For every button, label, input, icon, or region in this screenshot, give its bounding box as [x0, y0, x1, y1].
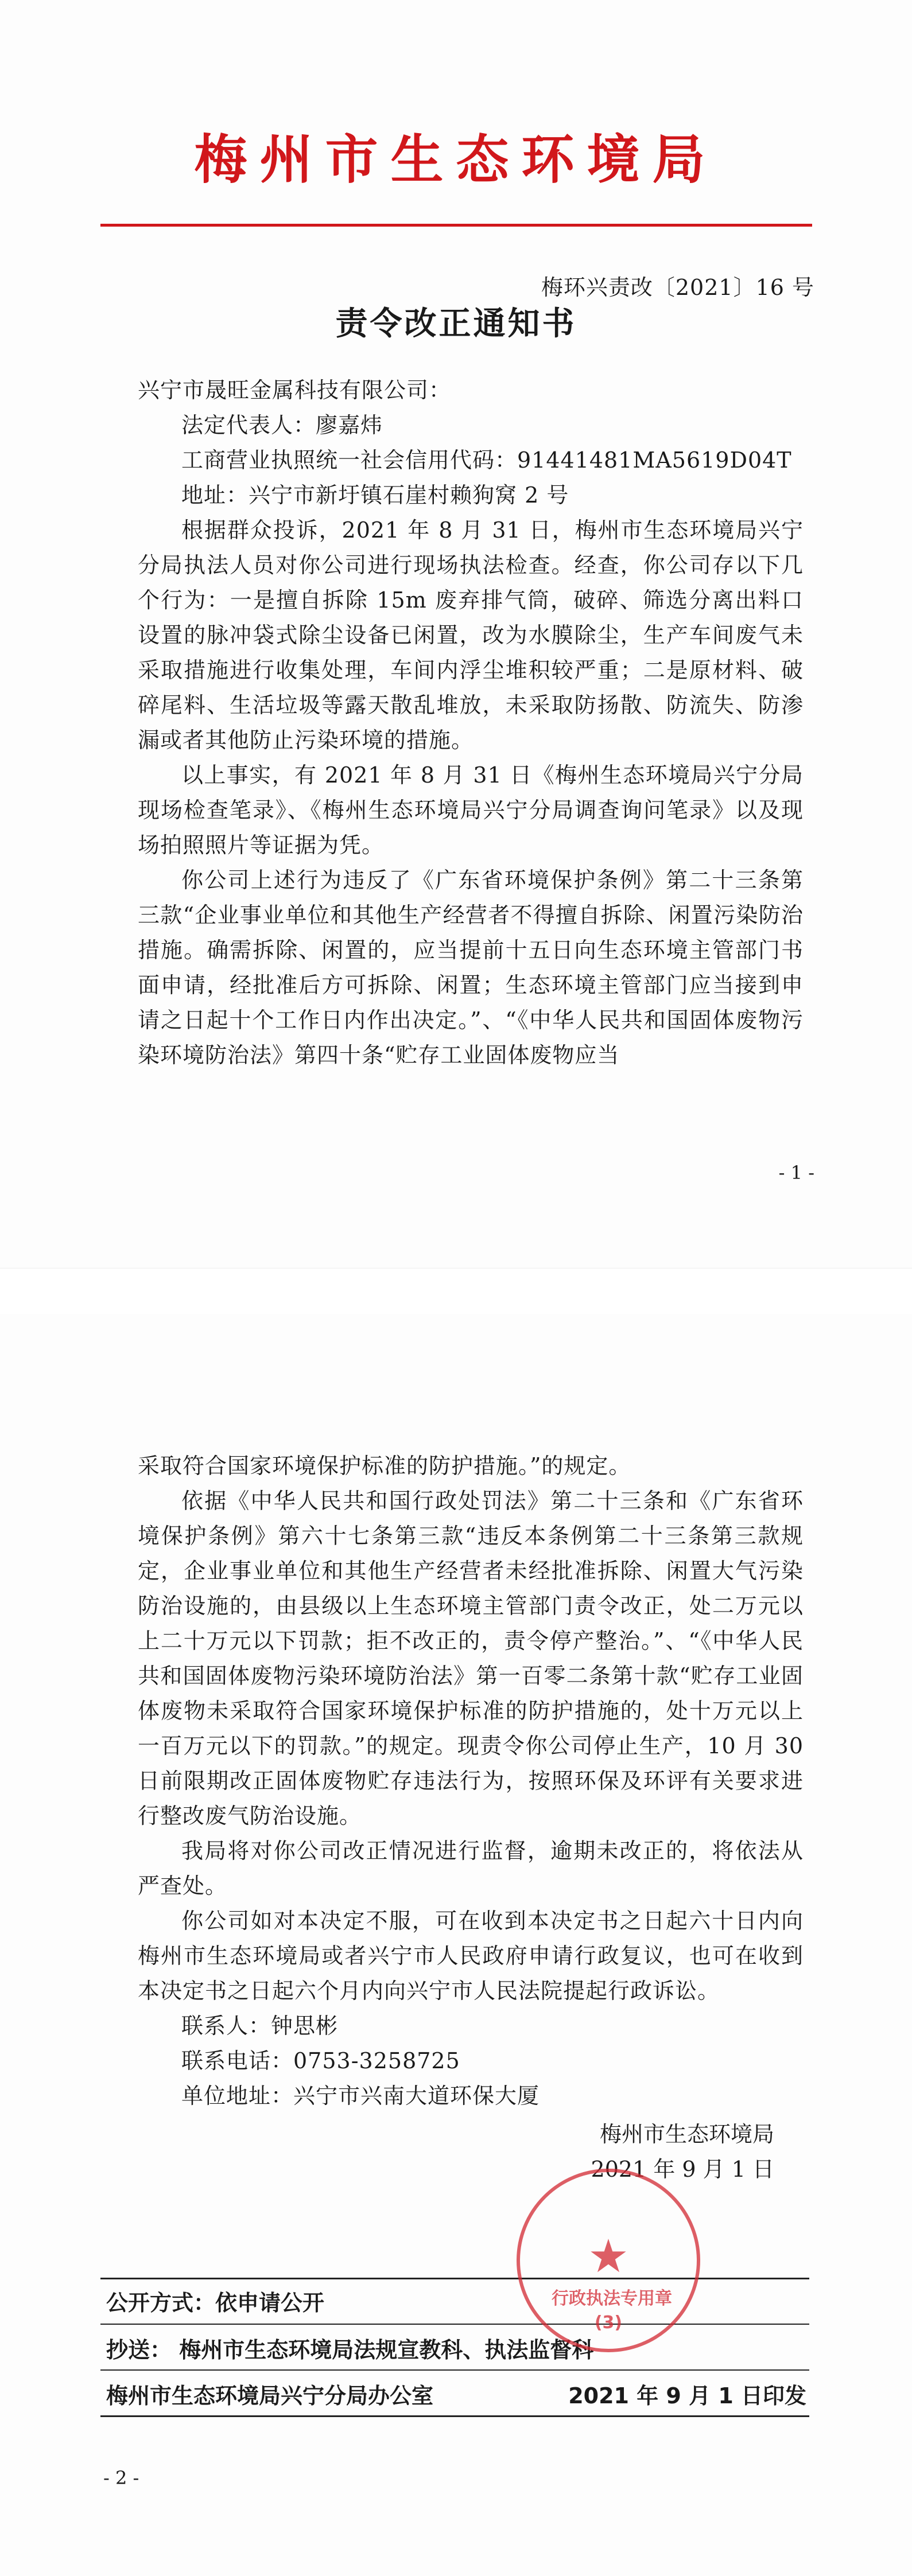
paragraph-legal-basis: 依据《中华人民共和国行政处罚法》第二十三条和《广东省环境保护条例》第六十七条第三款“违反本条例第二十三条第三款规定，企业事业单位和其他生产经营者未经批准拆除、闲置大气污染防治设施的，由县级以上生态环境主管部门责令改正，处二万元以上二十万元以下罚款；拒不改正的，责令停产整治。”、“《中华人民共和国固体废物污染环境防治法》第一百零二条第十款“贮存工业固体废物未采取符合国家环境保护标准的防护措施的，处十万元以上一百万元以下的罚款。”的规定。现责令你公司停止生产，10 月 30 日前限期改正固体废物贮存违法行为，按照环保及环评有关要求进行整改废气防治设施。 [138, 1488, 804, 1828]
disclosure-method: 公开方式：依申请公开 [106, 2290, 325, 2316]
document-page-2 [0, 1314, 912, 2576]
credit-code: 工商营业执照统一社会信用代码：91441481MA5619D04T [181, 448, 792, 473]
seal-number: (3) [594, 2313, 623, 2333]
paragraph-supervision: 我局将对你公司改正情况进行监督，逾期未改正的，将依法从严查处。 [138, 1838, 804, 1898]
document-number: 梅环兴责改〔2021〕16 号 [541, 275, 814, 300]
issuer-row [106, 2378, 806, 2410]
paragraph-appeal: 你公司如对本决定不服，可在收到本决定书之日起六十日内向梅州市生态环境局或者兴宁市人民政府申请行政复议，也可在收到本决定书之日起六个月内向兴宁市人民法院提起行政诉讼。 [138, 1908, 804, 2003]
red-header-rule [100, 224, 812, 227]
paragraph-continuation: 采取符合国家环境保护标准的防护措施。”的规定。 [138, 1453, 631, 1478]
unit-address: 单位地址：兴宁市兴南大道环保大厦 [181, 2083, 540, 2108]
paragraph-evidence: 以上事实，有 2021 年 8 月 31 日《梅州生态环境局兴宁分局现场检查笔录》、《梅州生态环境局兴宁分局调查询问笔录》以及现场拍照照片等证据为凭。 [138, 762, 804, 858]
company-address: 地址：兴宁市新圩镇石崖村赖狗窝 2 号 [181, 482, 569, 508]
paragraph-facts: 根据群众投诉，2021 年 8 月 31 日，梅州市生态环境局兴宁分局执法人员对你公司进行现场执法检查。经查，你公司存以下几个行为：一是擅自拆除 15m 废弃排气筒，破碎、筛选分离出料口设置的脉冲袋式除尘设备已闲置，改为水膜除尘，生产车间废气未采取措施进行收集处理，车间内浮尘堆积较严重；二是原材料、破碎尾料、生活垃圾等露天散乱堆放，未采取防扬散、防流失、防渗漏或者其他防止污染环境的措施。 [138, 517, 804, 753]
paragraph-violation: 你公司上述行为违反了《广东省环境保护条例》第二十三条第三款“企业事业单位和其他生产经营者不得擅自拆除、闲置污染防治措施。确需拆除、闲置的，应当提前十五日向生态环境主管部门书面申请，经批准后方可拆除、闲置；生态环境主管部门应当接到申请之日起十个工作日内作出决定。”、“《中华人民共和国固体废物污染环境防治法》第四十条“贮存工业固体废物应当 [138, 867, 804, 1068]
document-page-1 [0, 0, 912, 1268]
legal-representative: 法定代表人：廖嘉炜 [181, 413, 383, 438]
issue-date: 2021 年 9 月 1 日印发 [568, 2383, 806, 2408]
issuer-header-title: 梅州市生态环境局 [194, 129, 718, 190]
copy-to: 抄送： 梅州市生态环境局法规宣教科、执法监督科 [106, 2337, 594, 2363]
footer-rule-1 [100, 2324, 809, 2325]
page-number-2: - 2 - [103, 2467, 139, 2489]
seal-subtext: 行政执法专用章 [552, 2289, 672, 2309]
footer-rule-2 [100, 2369, 809, 2371]
footer-rule-top [100, 2278, 809, 2279]
addressee: 兴宁市晟旺金属科技有限公司： [138, 378, 452, 403]
page-gap [0, 1268, 912, 1315]
signature-organization: 梅州市生态环境局 [599, 2122, 774, 2147]
seal-star-icon: ★ [588, 2229, 629, 2283]
page2-body [138, 1449, 804, 2114]
page-number-1: - 1 - [778, 1162, 814, 1184]
contact-phone: 联系电话：0753-3258725 [181, 2048, 460, 2073]
contact-person: 联系人：钟思彬 [181, 2013, 339, 2038]
signature-date: 2021 年 9 月 1 日 [591, 2157, 774, 2182]
official-seal [517, 2169, 700, 2352]
footer-rule-bottom [100, 2415, 809, 2417]
notice-title: 责令改正通知书 [335, 305, 577, 343]
page1-body [138, 373, 804, 1073]
issuing-office: 梅州市生态环境局兴宁分局办公室 [106, 2383, 434, 2408]
